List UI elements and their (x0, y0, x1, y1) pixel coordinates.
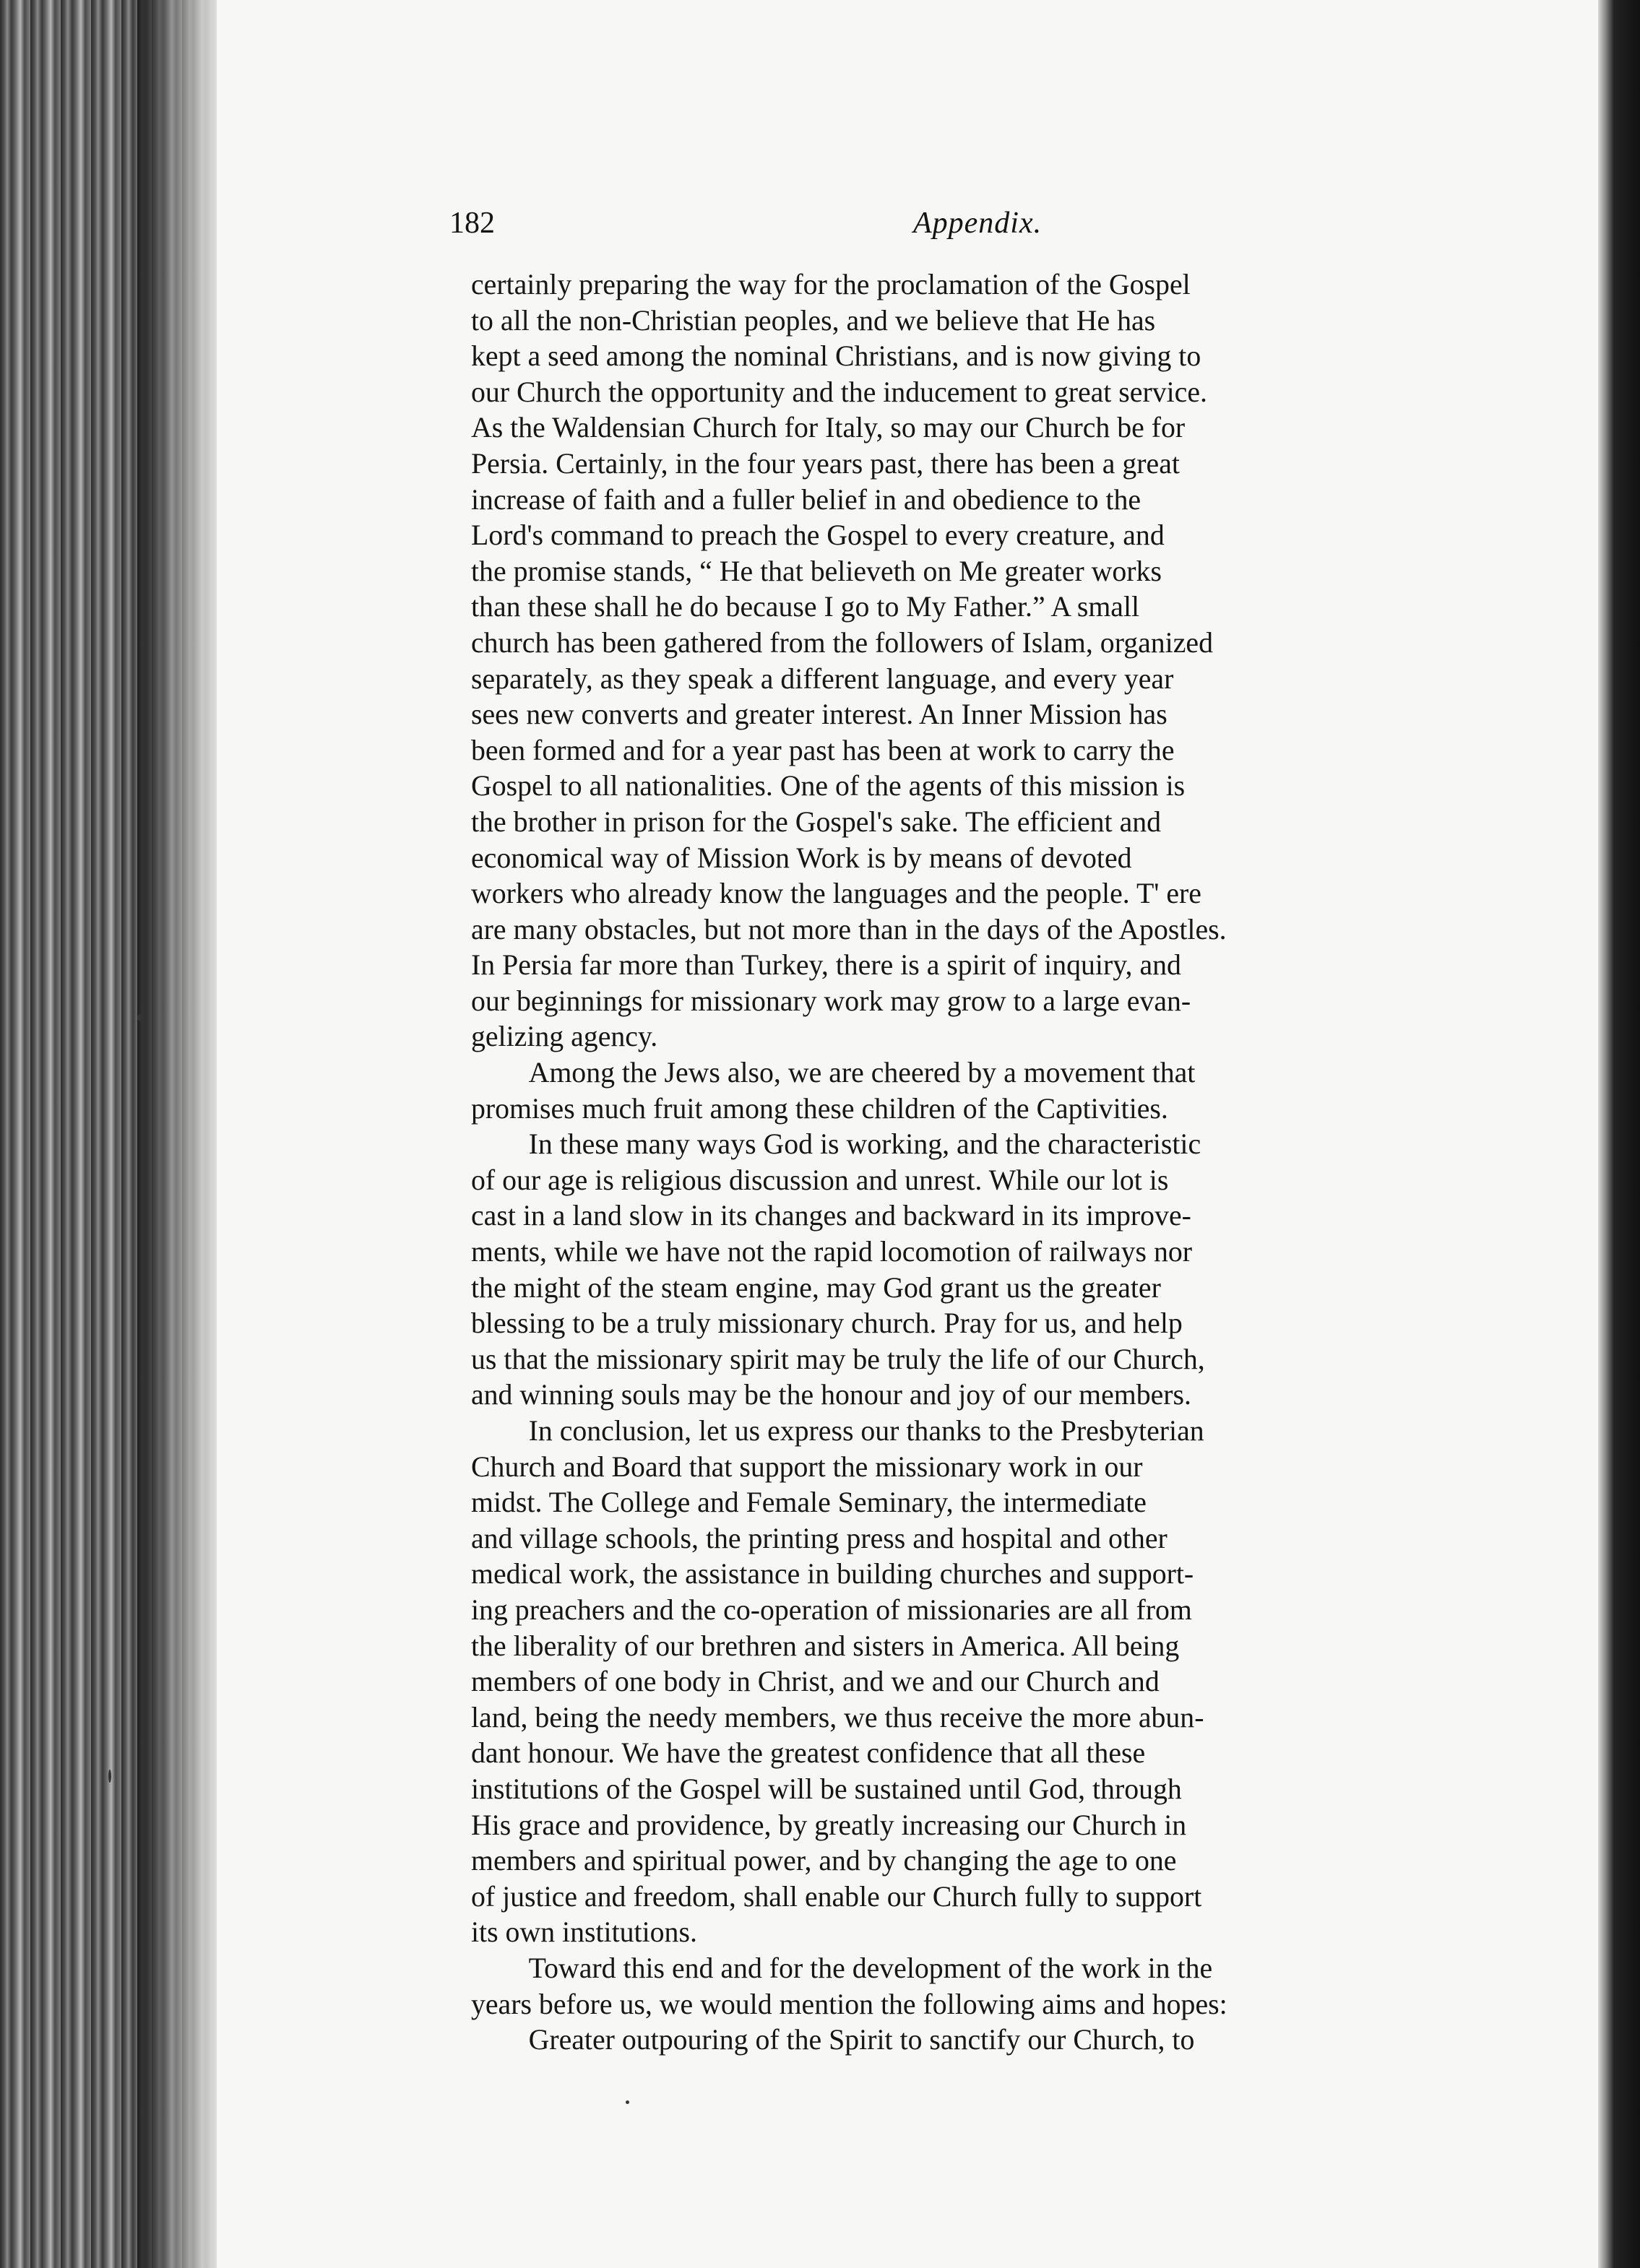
text-line: to all the non-Christian peoples, and we believe that He has (471, 304, 1156, 337)
text-line: blessing to be a truly missionary church. Pray for us, and help (471, 1307, 1183, 1340)
text-line: gelizing agency. (471, 1021, 658, 1053)
text-line: and winning souls may be the honour and joy of our members. (471, 1379, 1191, 1411)
text-line: workers who already know the languages and the people. T' ere (471, 878, 1201, 910)
text-line: been formed and for a year past has been at work to carry the (471, 734, 1175, 766)
text-line: midst. The College and Female Seminary, the intermediate (471, 1486, 1147, 1519)
text-line: the promise stands, “ He that believeth on Me greater works (471, 555, 1162, 587)
text-line: dant honour. We have the greatest confidence that all these (471, 1737, 1146, 1770)
text-line: promises much fruit among these children of the Captivities. (471, 1092, 1168, 1125)
text-line: our beginnings for missionary work may grow to a large evan- (471, 984, 1191, 1017)
text-line: ing preachers and the co-operation of missionaries are all from (471, 1593, 1192, 1626)
text-line: members of one body in Christ, and we and our Church and (471, 1666, 1160, 1698)
text-line: land, being the needy members, we thus receive the more abun- (471, 1701, 1204, 1734)
text-line: His grace and providence, by greatly increasing our Church in (471, 1809, 1187, 1841)
text-line: Lord's command to preach the Gospel to every creature, and (471, 519, 1165, 552)
text-line: members and spiritual power, and by changing the age to one (471, 1845, 1177, 1877)
text-line: ments, while we have not the rapid locomotion of railways nor (471, 1236, 1192, 1268)
text-line: Gospel to all nationalities. One of the agents of this mission is (471, 770, 1186, 802)
dust-speck (137, 1014, 143, 1021)
text-line: years before us, we would mention the following aims and hopes: (471, 1988, 1227, 2020)
text-line: separately, as they speak a different language, and every year (471, 662, 1174, 695)
text-line: of our age is religious discussion and unrest. While our lot is (471, 1164, 1169, 1196)
text-line: medical work, the assistance in building churches and support- (471, 1558, 1194, 1590)
text-line: Toward this end and for the development of the work in the (471, 1952, 1213, 1984)
text-line: the liberality of our brethren and sisters in America. All being (471, 1629, 1180, 1662)
text-line: As the Waldensian Church for Italy, so may our Church be for (471, 412, 1186, 444)
text-line: increase of faith and a fuller belief in and obedience to the (471, 483, 1141, 516)
text-line: and village schools, the printing press and hospital and other (471, 1522, 1168, 1554)
text-line: In these many ways God is working, and the characteristic (471, 1128, 1201, 1161)
text-line: certainly preparing the way for the proclamation of the Gospel (471, 269, 1191, 300)
page-number: 182 (449, 207, 495, 240)
right-page-edge (1598, 0, 1640, 2268)
text-line: than these shall he do because I go to My Father.” A small (471, 591, 1140, 623)
text-line: church has been gathered from the followers of Islam, organized (471, 626, 1213, 659)
text-line: cast in a land slow in its changes and backward in its improve- (471, 1200, 1191, 1232)
body-text (471, 267, 1511, 2059)
text-line: Among the Jews also, we are cheered by a movement that (471, 1057, 1196, 1089)
running-head (449, 206, 1049, 249)
text-line: its own institutions. (471, 1916, 697, 1949)
text-line: Greater outpouring of the Spirit to sanctify our Church, to (471, 2024, 1195, 2056)
text-line: Persia. Certainly, in the four years past, there has been a great (471, 447, 1180, 480)
running-head-title: Appendix. (913, 207, 1043, 240)
text-line: us that the missionary spirit may be truly the life of our Church, (471, 1343, 1205, 1375)
text-line: kept a seed among the nominal Christians, and is now giving to (471, 340, 1201, 373)
text-line: Church and Board that support the missionary work in our (471, 1450, 1143, 1483)
text-line: In conclusion, let us express our thanks to the Presbyterian (471, 1415, 1204, 1447)
binding-shadow (137, 0, 217, 2268)
dust-speck (626, 2100, 629, 2104)
text-line: sees new converts and greater interest. An Inner Mission has (471, 698, 1168, 731)
dust-speck (108, 1770, 111, 1783)
text-line: of justice and freedom, shall enable our Church fully to support (471, 1880, 1202, 1913)
text-line: the might of the steam engine, may God grant us the greater (471, 1271, 1161, 1304)
text-line: institutions of the Gospel will be sustained until God, through (471, 1773, 1182, 1805)
text-line: the brother in prison for the Gospel's sake. The efficient and (471, 805, 1162, 838)
text-line: In Persia far more than Turkey, there is a spirit of inquiry, and (471, 949, 1181, 982)
text-line: our Church the opportunity and the inducement to great service. (471, 376, 1207, 408)
text-line: economical way of Mission Work is by means of devoted (471, 841, 1132, 874)
text-line: are many obstacles, but not more than in the days of the Apostles. (471, 913, 1227, 945)
